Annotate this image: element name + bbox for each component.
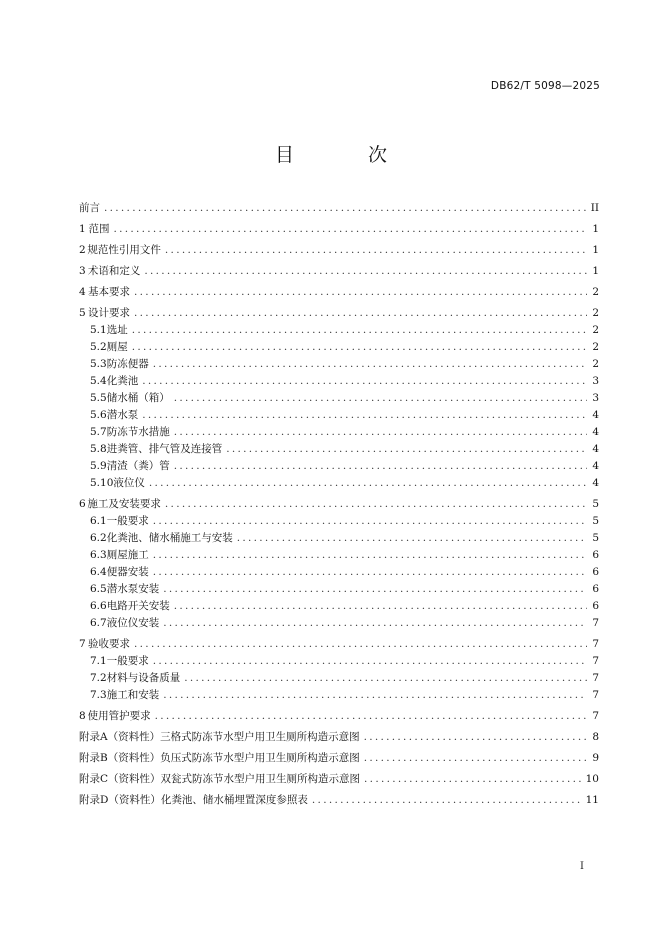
toc-entry-page: 6 xyxy=(592,600,599,612)
toc-entry[interactable] xyxy=(79,708,599,725)
toc-dot-leader xyxy=(153,547,587,564)
toc-entry-title: 选址 xyxy=(106,324,128,336)
toc-entry-number: 附录B（资料性） xyxy=(79,752,161,764)
toc-entry[interactable] xyxy=(79,424,599,441)
toc-entry-page: 4 xyxy=(592,477,599,489)
toc-entry-title: 液位仪 xyxy=(113,477,145,489)
toc-entry-title: 前言 xyxy=(79,202,100,214)
toc-dot-leader xyxy=(142,407,587,424)
toc-entry-page: 4 xyxy=(592,460,599,472)
toc-entry[interactable] xyxy=(79,356,599,373)
toc-entry-page: 4 xyxy=(592,426,599,438)
toc-entry-page: 6 xyxy=(592,583,599,595)
toc-entry[interactable] xyxy=(79,687,599,704)
toc-dot-leader xyxy=(165,242,587,259)
toc-entry-page: 7 xyxy=(592,710,599,722)
toc-entry[interactable] xyxy=(79,441,599,458)
toc-dot-leader xyxy=(132,339,587,356)
toc-entry-number: 5 xyxy=(79,307,86,319)
toc-entry[interactable] xyxy=(79,475,599,492)
toc-entry-page: 1 xyxy=(592,244,599,256)
toc-entry[interactable] xyxy=(79,305,599,322)
toc-entry-title: 潜水泵 xyxy=(106,409,139,421)
toc-entry-number: 5.9 xyxy=(90,460,107,472)
page-title: 目 次 xyxy=(274,144,422,166)
toc-entry[interactable] xyxy=(79,373,599,390)
toc-entry-number: 6 xyxy=(79,498,86,510)
toc-dot-leader xyxy=(174,598,587,615)
toc-entry-number: 5.2 xyxy=(90,341,107,353)
toc-entry-number: 3 xyxy=(79,265,86,277)
toc-dot-leader xyxy=(364,750,587,767)
toc-entry[interactable] xyxy=(79,792,599,809)
toc-entry-title: 便器安装 xyxy=(106,566,149,578)
toc-entry-title: 三格式防冻节水型户用卫生厕所构造示意图 xyxy=(160,731,360,743)
toc-entry-number: 8 xyxy=(79,710,86,722)
toc-entry-title: 化粪池、储水桶施工与安装 xyxy=(106,532,233,544)
toc-entry-number: 6.2 xyxy=(90,532,107,544)
toc-entry[interactable] xyxy=(79,598,599,615)
toc-entry-number: 附录D（资料性） xyxy=(79,794,161,806)
toc-entry-page: II xyxy=(590,202,599,214)
toc-entry-number: 附录A（资料性） xyxy=(79,731,161,743)
toc-entry[interactable] xyxy=(79,263,599,280)
toc-entry-number: 6.7 xyxy=(90,617,107,629)
toc-entry[interactable] xyxy=(79,729,599,746)
toc-dot-leader xyxy=(165,496,587,513)
toc-entry[interactable] xyxy=(79,513,599,530)
toc-dot-leader xyxy=(153,513,587,530)
toc-entry-number: 6.4 xyxy=(90,566,107,578)
toc-entry-title: 施工及安装要求 xyxy=(87,498,161,510)
toc-dot-leader xyxy=(113,221,587,238)
document-code: DB62/T 5098—2025 xyxy=(490,80,600,92)
toc-entry-title: 规范性引用文件 xyxy=(87,244,161,256)
toc-entry-title: 厕屋 xyxy=(106,341,128,353)
toc-entry-page: 1 xyxy=(592,265,599,277)
toc-dot-leader xyxy=(237,530,587,547)
toc-entry-page: 6 xyxy=(592,566,599,578)
toc-entry-title: 化粪池、储水桶埋置深度参照表 xyxy=(160,794,308,806)
toc-entry-page: 7 xyxy=(592,672,599,684)
toc-dot-leader xyxy=(312,792,582,809)
toc-dot-leader xyxy=(142,373,587,390)
toc-entry[interactable] xyxy=(79,407,599,424)
toc-dot-leader xyxy=(153,653,587,670)
toc-dot-leader xyxy=(163,581,587,598)
toc-entry-page: 4 xyxy=(592,443,599,455)
toc-entry-page: 5 xyxy=(592,532,599,544)
toc-entry[interactable] xyxy=(79,390,599,407)
toc-entry[interactable] xyxy=(79,530,599,547)
toc-entry-title: 施工和安装 xyxy=(106,689,160,701)
toc-entry-page: 7 xyxy=(592,638,599,650)
toc-dot-leader xyxy=(132,322,587,339)
toc-entry-title: 潜水泵安装 xyxy=(106,583,160,595)
toc-dot-leader xyxy=(163,687,587,704)
toc-entry-number: 5.3 xyxy=(90,358,107,370)
toc-entry[interactable] xyxy=(79,564,599,581)
toc-entry-title: 防冻节水措施 xyxy=(106,426,170,438)
toc-entry-number: 2 xyxy=(79,244,86,256)
toc-entry-page: 1 xyxy=(592,223,599,235)
toc-entry-number: 5.4 xyxy=(90,375,107,387)
toc-dot-leader xyxy=(174,424,587,441)
toc-entry[interactable] xyxy=(79,284,599,301)
toc-entry-title: 化粪池 xyxy=(106,375,139,387)
toc-entry-title: 液位仪安装 xyxy=(106,617,160,629)
toc-entry-number: 5.6 xyxy=(90,409,107,421)
toc-entry-title: 一般要求 xyxy=(106,655,149,667)
toc-entry-number: 5.10 xyxy=(90,477,114,489)
toc-entry[interactable] xyxy=(79,581,599,598)
toc-dot-leader xyxy=(163,615,587,632)
toc-entry-title: 材料与设备质量 xyxy=(106,672,181,684)
toc-entry-number: 4 xyxy=(79,286,86,298)
toc-entry-page: 3 xyxy=(592,392,599,404)
toc-entry-title: 双瓮式防冻节水型户用卫生厕所构造示意图 xyxy=(160,773,361,785)
toc-entry[interactable] xyxy=(79,322,599,339)
toc-entry-page: 4 xyxy=(592,409,599,421)
toc-entry-page: 7 xyxy=(592,689,599,701)
toc-entry-title: 使用管护要求 xyxy=(87,710,151,722)
toc-entry[interactable] xyxy=(79,221,599,238)
toc-entry-page: 2 xyxy=(592,358,599,370)
toc-dot-leader xyxy=(226,441,587,458)
toc-entry-page: 3 xyxy=(592,375,599,387)
toc-entry[interactable] xyxy=(79,496,599,513)
toc-dot-leader xyxy=(104,200,587,217)
toc-entry-number: 7.2 xyxy=(90,672,107,684)
toc-entry-title: 进粪管、排气管及连接管 xyxy=(106,443,223,455)
toc-entry[interactable] xyxy=(79,547,599,564)
toc-entry-page: 10 xyxy=(585,773,599,785)
toc-entry[interactable] xyxy=(79,750,599,767)
toc-entry[interactable] xyxy=(79,653,599,670)
toc-entry-title: 储水桶（箱） xyxy=(106,392,170,404)
toc-entry-title: 范围 xyxy=(88,223,110,235)
toc-entry-number: 6.3 xyxy=(90,549,107,561)
toc-dot-leader xyxy=(184,670,587,687)
toc-entry-title: 电路开关安装 xyxy=(106,600,170,612)
toc-entry-title: 验收要求 xyxy=(88,638,131,650)
toc-entry-title: 负压式防冻节水型户用卫生厕所构造示意图 xyxy=(160,752,360,764)
toc-entry-number: 6.5 xyxy=(90,583,107,595)
toc-entry[interactable] xyxy=(79,670,599,687)
toc-dot-leader xyxy=(174,390,587,407)
toc-entry-page: 2 xyxy=(592,324,599,336)
toc-entry-page: 5 xyxy=(592,498,599,510)
toc-entry[interactable] xyxy=(79,636,599,653)
toc-entry-title: 基本要求 xyxy=(88,286,131,298)
toc-dot-leader xyxy=(134,636,587,653)
toc-entry-number: 附录C（资料性） xyxy=(79,773,161,785)
toc-entry-page: 2 xyxy=(592,307,599,319)
toc-dot-leader xyxy=(134,284,587,301)
toc-dot-leader xyxy=(155,708,587,725)
toc-entry-page: 7 xyxy=(592,617,599,629)
toc-dot-leader xyxy=(149,475,587,492)
toc-entry[interactable] xyxy=(79,339,599,356)
toc-entry-page: 6 xyxy=(592,549,599,561)
toc-entry-number: 7.3 xyxy=(90,689,107,701)
toc-dot-leader xyxy=(174,458,587,475)
toc-entry-page: 2 xyxy=(592,341,599,353)
toc-entry-page: 9 xyxy=(592,752,599,764)
toc-dot-leader xyxy=(153,564,587,581)
toc-entry[interactable] xyxy=(79,242,599,259)
toc-entry-number: 7.1 xyxy=(90,655,107,667)
toc-entry[interactable] xyxy=(79,458,599,475)
toc-entry-title: 清渣（粪）管 xyxy=(106,460,170,472)
toc-entry-title: 厕屋施工 xyxy=(106,549,149,561)
toc-entry-number: 7 xyxy=(79,638,86,650)
toc-entry-page: 5 xyxy=(592,515,599,527)
toc-dot-leader xyxy=(144,263,587,280)
toc-entry-title: 设计要求 xyxy=(88,307,131,319)
toc-entry-number: 6.6 xyxy=(90,600,107,612)
toc-entry-number: 6.1 xyxy=(90,515,107,527)
footer-page-number: I xyxy=(580,861,584,872)
toc-entry[interactable] xyxy=(79,615,599,632)
toc-entry-number: 5.5 xyxy=(90,392,107,404)
toc-entry[interactable] xyxy=(79,200,599,217)
toc-entry-page: 11 xyxy=(585,794,599,806)
toc-entry-title: 防冻便器 xyxy=(106,358,149,370)
toc-entry-number: 5.1 xyxy=(90,324,107,336)
toc-dot-leader xyxy=(364,771,582,788)
toc-entry[interactable] xyxy=(79,771,599,788)
toc-entry-page: 8 xyxy=(592,731,599,743)
toc-entry-number: 1 xyxy=(79,223,86,235)
toc-entry-title: 术语和定义 xyxy=(87,265,141,277)
table-of-contents xyxy=(79,200,599,809)
toc-dot-leader xyxy=(364,729,587,746)
toc-entry-number: 5.7 xyxy=(90,426,107,438)
toc-entry-number: 5.8 xyxy=(90,443,107,455)
toc-entry-page: 7 xyxy=(592,655,599,667)
toc-entry-page: 2 xyxy=(592,286,599,298)
toc-entry-title: 一般要求 xyxy=(106,515,149,527)
toc-dot-leader xyxy=(134,305,587,322)
toc-dot-leader xyxy=(153,356,587,373)
